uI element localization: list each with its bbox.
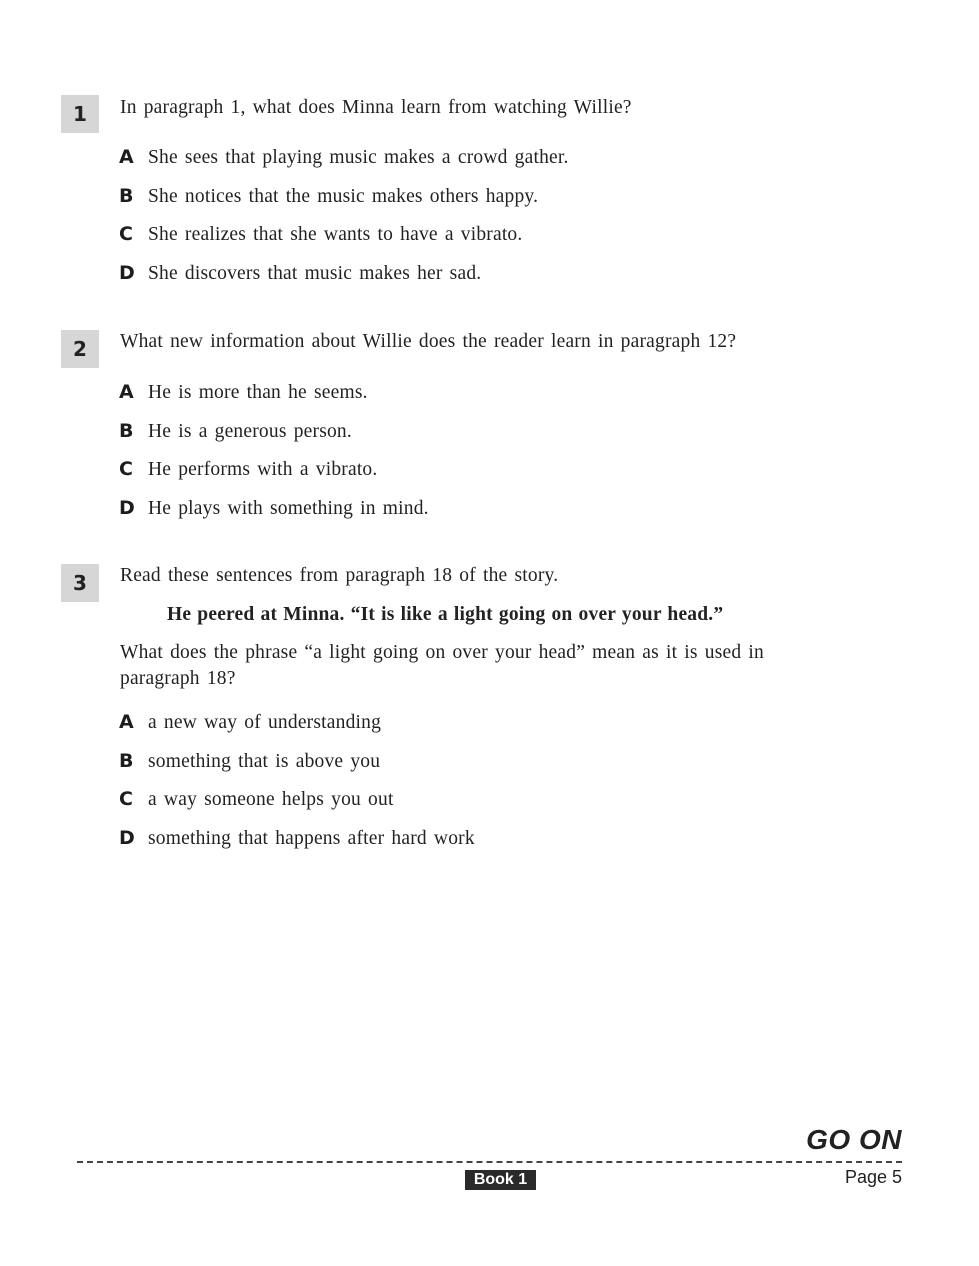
question-number: 1 [61,95,99,133]
option-letter: B [119,419,134,442]
option-letter: B [119,184,134,207]
option-letter: A [119,146,134,168]
footer-divider [77,1161,902,1163]
question-stem: What does the phrase “a light going on over your head” mean as it is used in paragraph 18? [120,642,764,689]
answer-option-b[interactable] [119,185,569,224]
option-text: She sees that playing music makes a crowd gather. [148,147,569,168]
option-text: a new way of understanding [148,712,382,733]
answer-option-a[interactable] [119,711,475,750]
option-text: a way someone helps you out [148,789,394,810]
answer-options [119,381,429,535]
option-text: something that is above you [148,750,381,772]
option-letter: B [119,749,134,772]
answer-option-a[interactable] [119,381,429,420]
option-text: She realizes that she wants to have a vibrato. [148,224,523,245]
question-stem: What new information about Willie does the reader learn in paragraph 12? [120,331,737,352]
quoted-sentences: He peered at Minna. “It is like a light going on over your head.” [167,604,724,625]
answer-option-b[interactable] [119,420,429,459]
question-intro: Read these sentences from paragraph 18 of the story. [120,565,559,586]
answer-options [119,146,569,300]
option-letter: A [119,381,134,403]
option-text: He performs with a vibrato. [148,459,378,480]
option-text: He is more than he seems. [148,382,368,403]
option-text: something that happens after hard work [148,827,475,849]
option-text: He plays with something in mind. [148,497,429,519]
answer-option-b[interactable] [119,750,475,789]
answer-option-a[interactable] [119,146,569,185]
question-number: 2 [61,330,99,368]
option-letter: D [119,261,135,284]
answer-option-d[interactable] [119,262,569,301]
option-text: She discovers that music makes her sad. [148,262,482,284]
answer-option-d[interactable] [119,827,475,866]
option-letter: D [119,496,135,519]
option-text: She notices that the music makes others happy. [148,185,539,207]
answer-option-c[interactable] [119,458,429,497]
go-on-label: GO ON [806,1124,902,1155]
option-letter: D [119,826,135,849]
question-stem: In paragraph 1, what does Minna learn from watching Willie? [120,97,632,118]
page-number: Page 5 [844,1167,902,1187]
option-letter: C [119,788,134,810]
option-letter: C [119,223,134,245]
option-text: He is a generous person. [148,420,352,442]
option-letter: C [119,458,134,480]
answer-options [119,711,475,865]
answer-option-d[interactable] [119,497,429,536]
answer-option-c[interactable] [119,788,475,827]
answer-option-c[interactable] [119,223,569,262]
book-label: Book 1 [465,1170,536,1190]
option-letter: A [119,711,134,733]
question-number: 3 [61,564,99,602]
